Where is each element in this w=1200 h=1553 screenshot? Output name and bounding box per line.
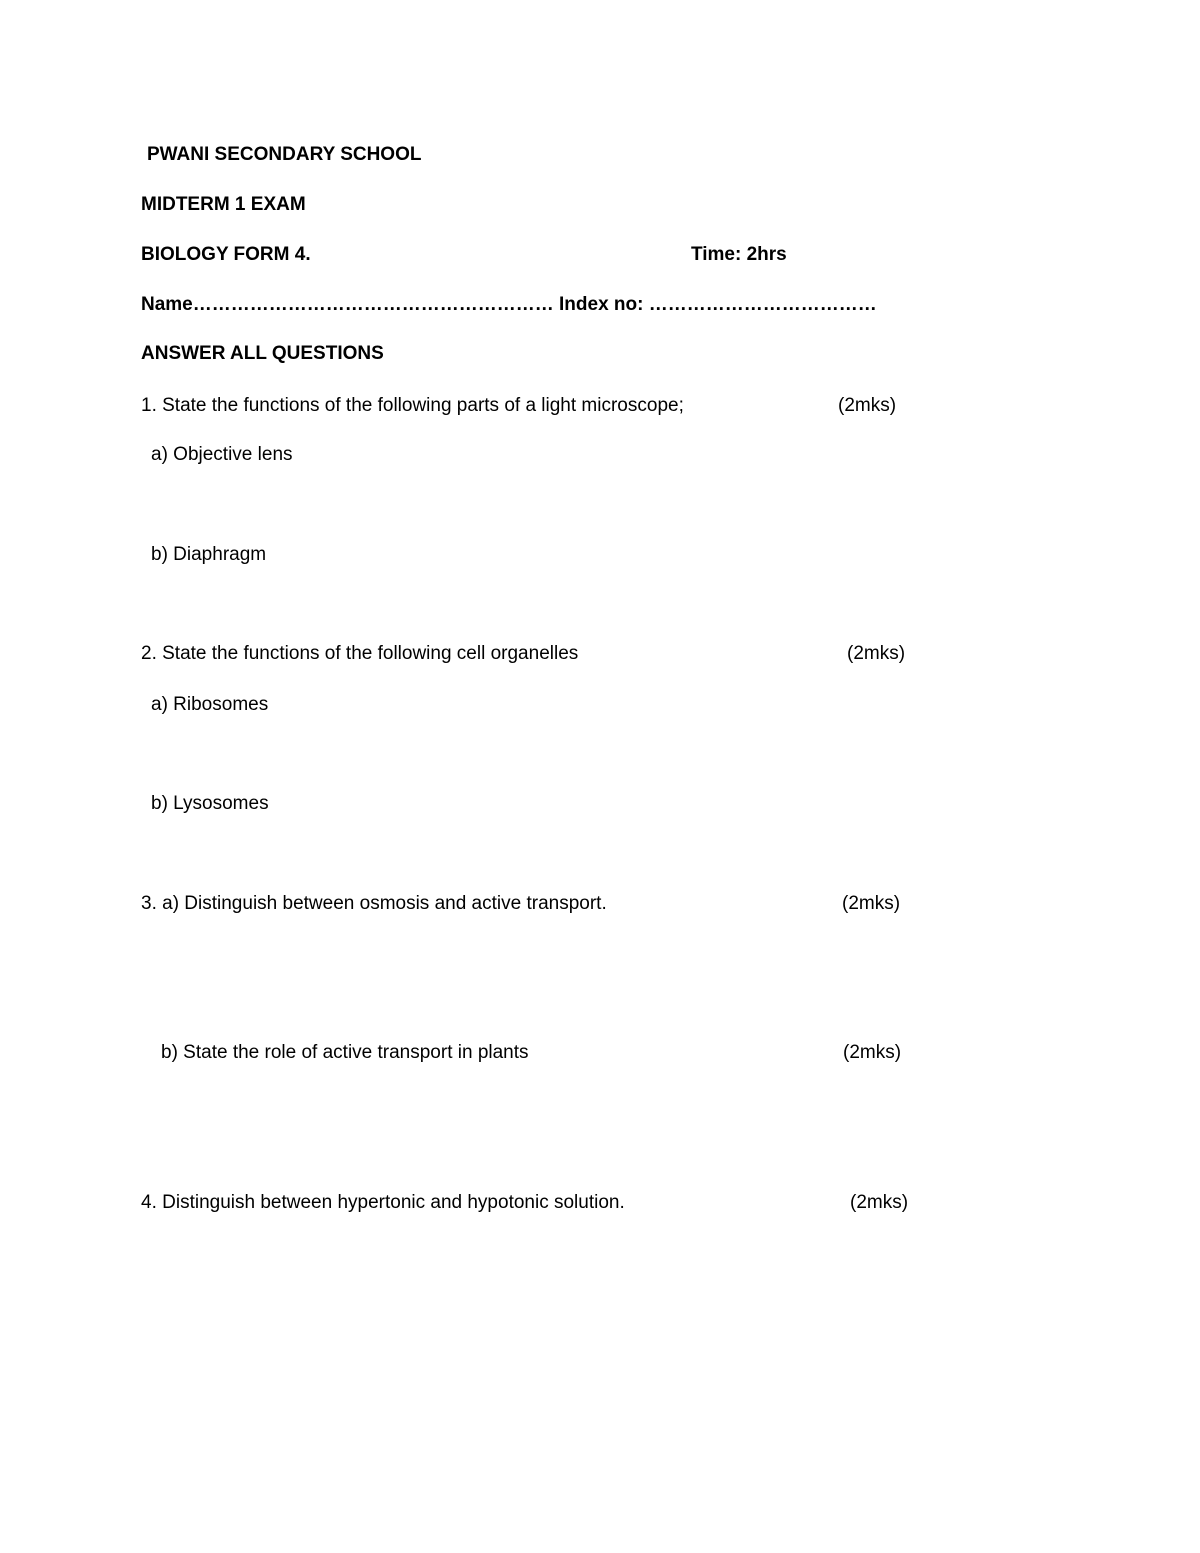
question-1-marks: (2mks) bbox=[838, 395, 897, 416]
exam-time: Time: 2hrs bbox=[691, 244, 787, 265]
instruction: ANSWER ALL QUESTIONS bbox=[141, 343, 384, 364]
question-4-marks: (2mks) bbox=[850, 1192, 909, 1213]
question-3b-marks: (2mks) bbox=[843, 1042, 902, 1063]
exam-title: MIDTERM 1 EXAM bbox=[141, 194, 306, 215]
question-2-part-a: a) Ribosomes bbox=[151, 694, 269, 715]
question-3a-marks: (2mks) bbox=[842, 893, 901, 914]
question-3a-text: 3. a) Distinguish between osmosis and active transport. bbox=[141, 893, 607, 914]
name-index-line: Name………………………………………………… Index no: ……………………………… bbox=[141, 294, 877, 315]
subject-form: BIOLOGY FORM 4. bbox=[141, 244, 311, 265]
question-1-part-a: a) Objective lens bbox=[151, 444, 293, 465]
school-name: PWANI SECONDARY SCHOOL bbox=[147, 144, 422, 165]
question-2-part-b: b) Lysosomes bbox=[151, 793, 269, 814]
question-2-marks: (2mks) bbox=[847, 643, 906, 664]
question-2-text: 2. State the functions of the following cell organelles bbox=[141, 643, 579, 664]
question-1-text: 1. State the functions of the following parts of a light microscope; bbox=[141, 395, 684, 416]
question-4-text: 4. Distinguish between hypertonic and hypotonic solution. bbox=[141, 1192, 625, 1213]
question-3b-text: b) State the role of active transport in plants bbox=[161, 1042, 529, 1063]
question-1-part-b: b) Diaphragm bbox=[151, 544, 267, 565]
